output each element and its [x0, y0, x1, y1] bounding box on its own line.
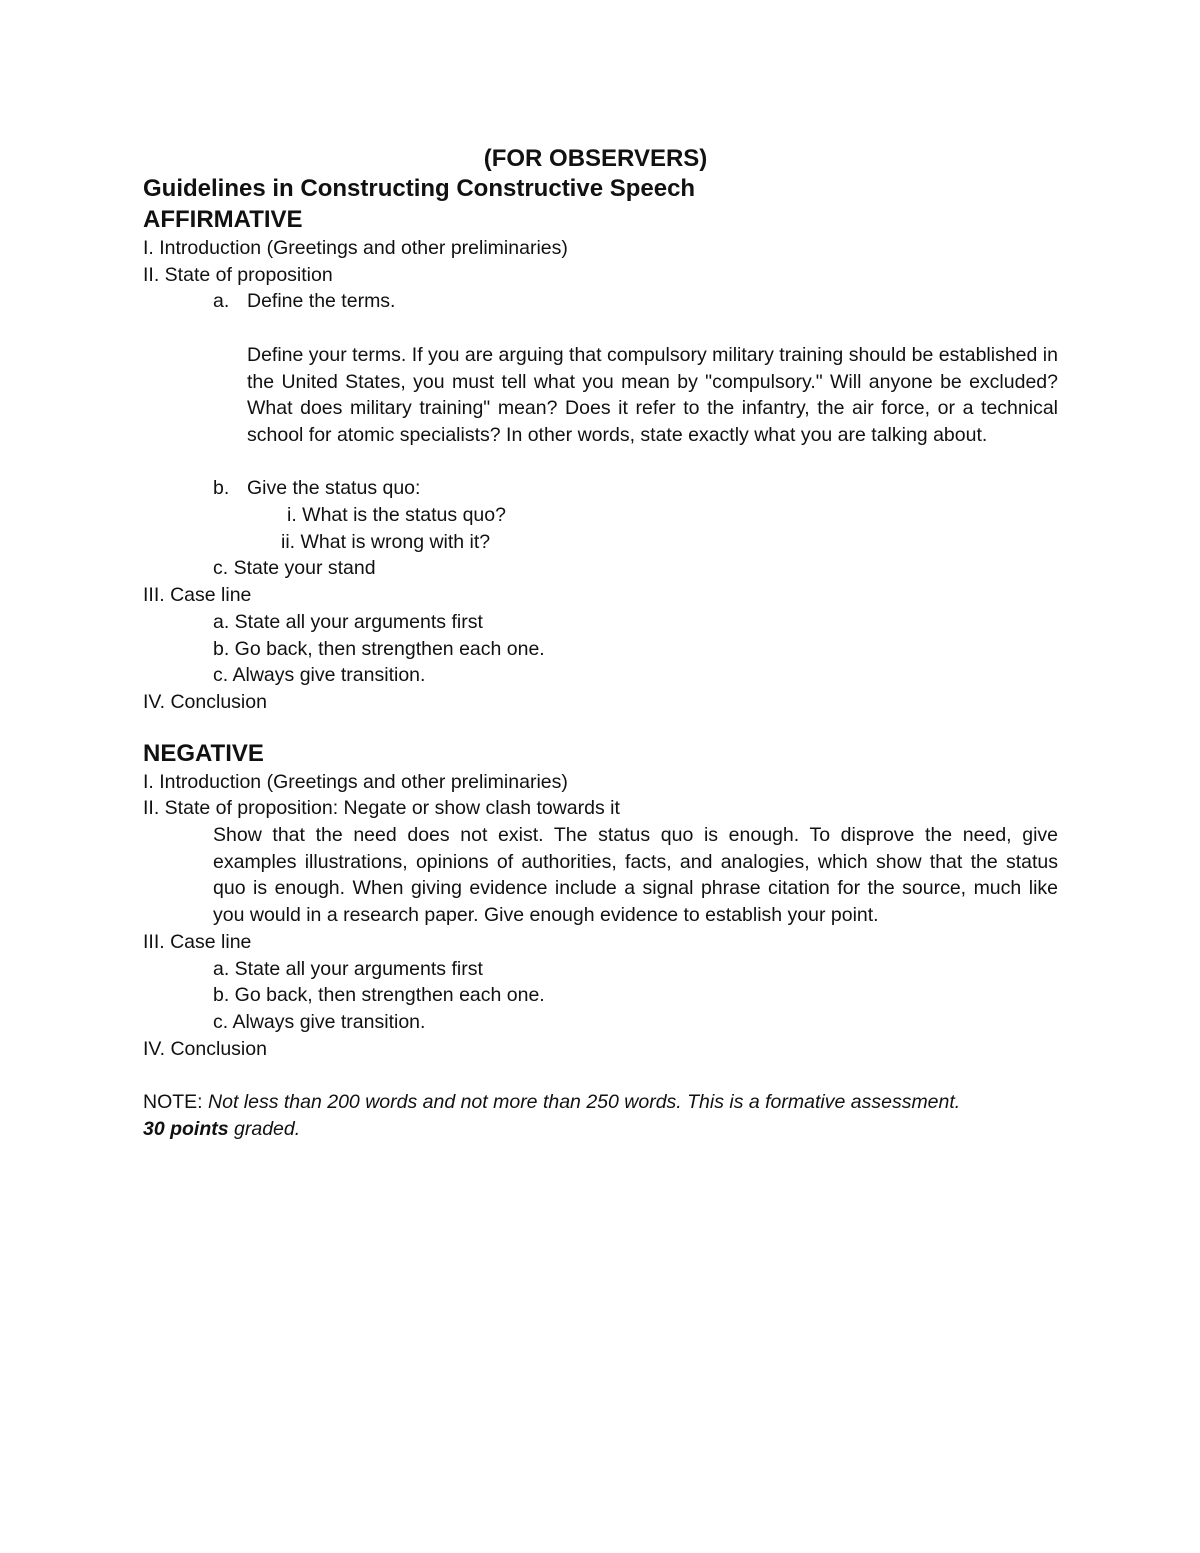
- audience-label: (FOR OBSERVERS): [483, 145, 708, 172]
- negative-conclusion: IV. Conclusion: [143, 1037, 267, 1060]
- note-graded: graded.: [228, 1117, 301, 1140]
- negative-case-b: b. Go back, then strengthen each one.: [213, 984, 545, 1007]
- document-body: [143, 144, 1058, 1142]
- define-label: Define the terms.: [247, 290, 396, 313]
- list-marker: a.: [213, 290, 230, 313]
- affirmative-define-item: [143, 288, 1058, 315]
- define-paragraph: Define your terms. If you are arguing that compulsory military training should be established in the United States, you must tell what you mean by "compulsory." Will anyone be excluded? What does military training" mean? Does it refer to the infantry, the air force, or a technical school for atomic specialists? In other words, state exactly what you are talking about.: [247, 343, 1058, 446]
- affirmative-heading: AFFIRMATIVE: [143, 206, 303, 233]
- note-paragraph: [143, 1089, 1058, 1142]
- affirmative-intro: I. Introduction (Greetings and other preliminaries): [143, 237, 568, 259]
- status-question-1: i. What is the status quo?: [287, 504, 506, 526]
- negative-case-line: III. Case line: [143, 930, 252, 953]
- note-text: Not less than 200 words and not more than 250 words. This is a formative assessment.: [202, 1091, 961, 1114]
- list-marker: b.: [213, 477, 230, 500]
- note-label: NOTE:: [143, 1091, 203, 1114]
- status-question-2: ii. What is wrong with it?: [281, 530, 491, 553]
- negative-case-c: c. Always give transition.: [213, 1010, 426, 1033]
- negative-paragraph: Show that the need does not exist. The status quo is enough. To disprove the need, give examples illustrations, opinions of authorities, facts, and analogies, which show that the status quo is enough. When giving evidence include a signal phrase citation for the source, much like you would in a research paper. Give enough evidence to establish your point.: [213, 824, 1058, 927]
- negative-heading: NEGATIVE: [143, 739, 264, 767]
- note-points: 30 points: [143, 1117, 229, 1140]
- affirmative-status-item: [143, 475, 1058, 502]
- status-label: Give the status quo:: [247, 477, 421, 500]
- affirmative-proposition: II. State of proposition: [143, 263, 333, 286]
- affirmative-case-b: b. Go back, then strengthen each one.: [213, 637, 545, 660]
- affirmative-conclusion: IV. Conclusion: [143, 690, 267, 713]
- affirmative-case-line: III. Case line: [143, 584, 252, 607]
- document-title: Guidelines in Constructing Constructive Speech: [143, 175, 696, 202]
- negative-case-a: a. State all your arguments first: [213, 957, 483, 980]
- affirmative-case-a: a. State all your arguments first: [213, 610, 483, 633]
- affirmative-case-c: c. Always give transition.: [213, 664, 426, 687]
- affirmative-stand: c. State your stand: [213, 557, 376, 580]
- negative-proposition: II. State of proposition: Negate or show clash towards it: [143, 797, 620, 820]
- negative-intro: I. Introduction (Greetings and other preliminaries): [143, 770, 568, 793]
